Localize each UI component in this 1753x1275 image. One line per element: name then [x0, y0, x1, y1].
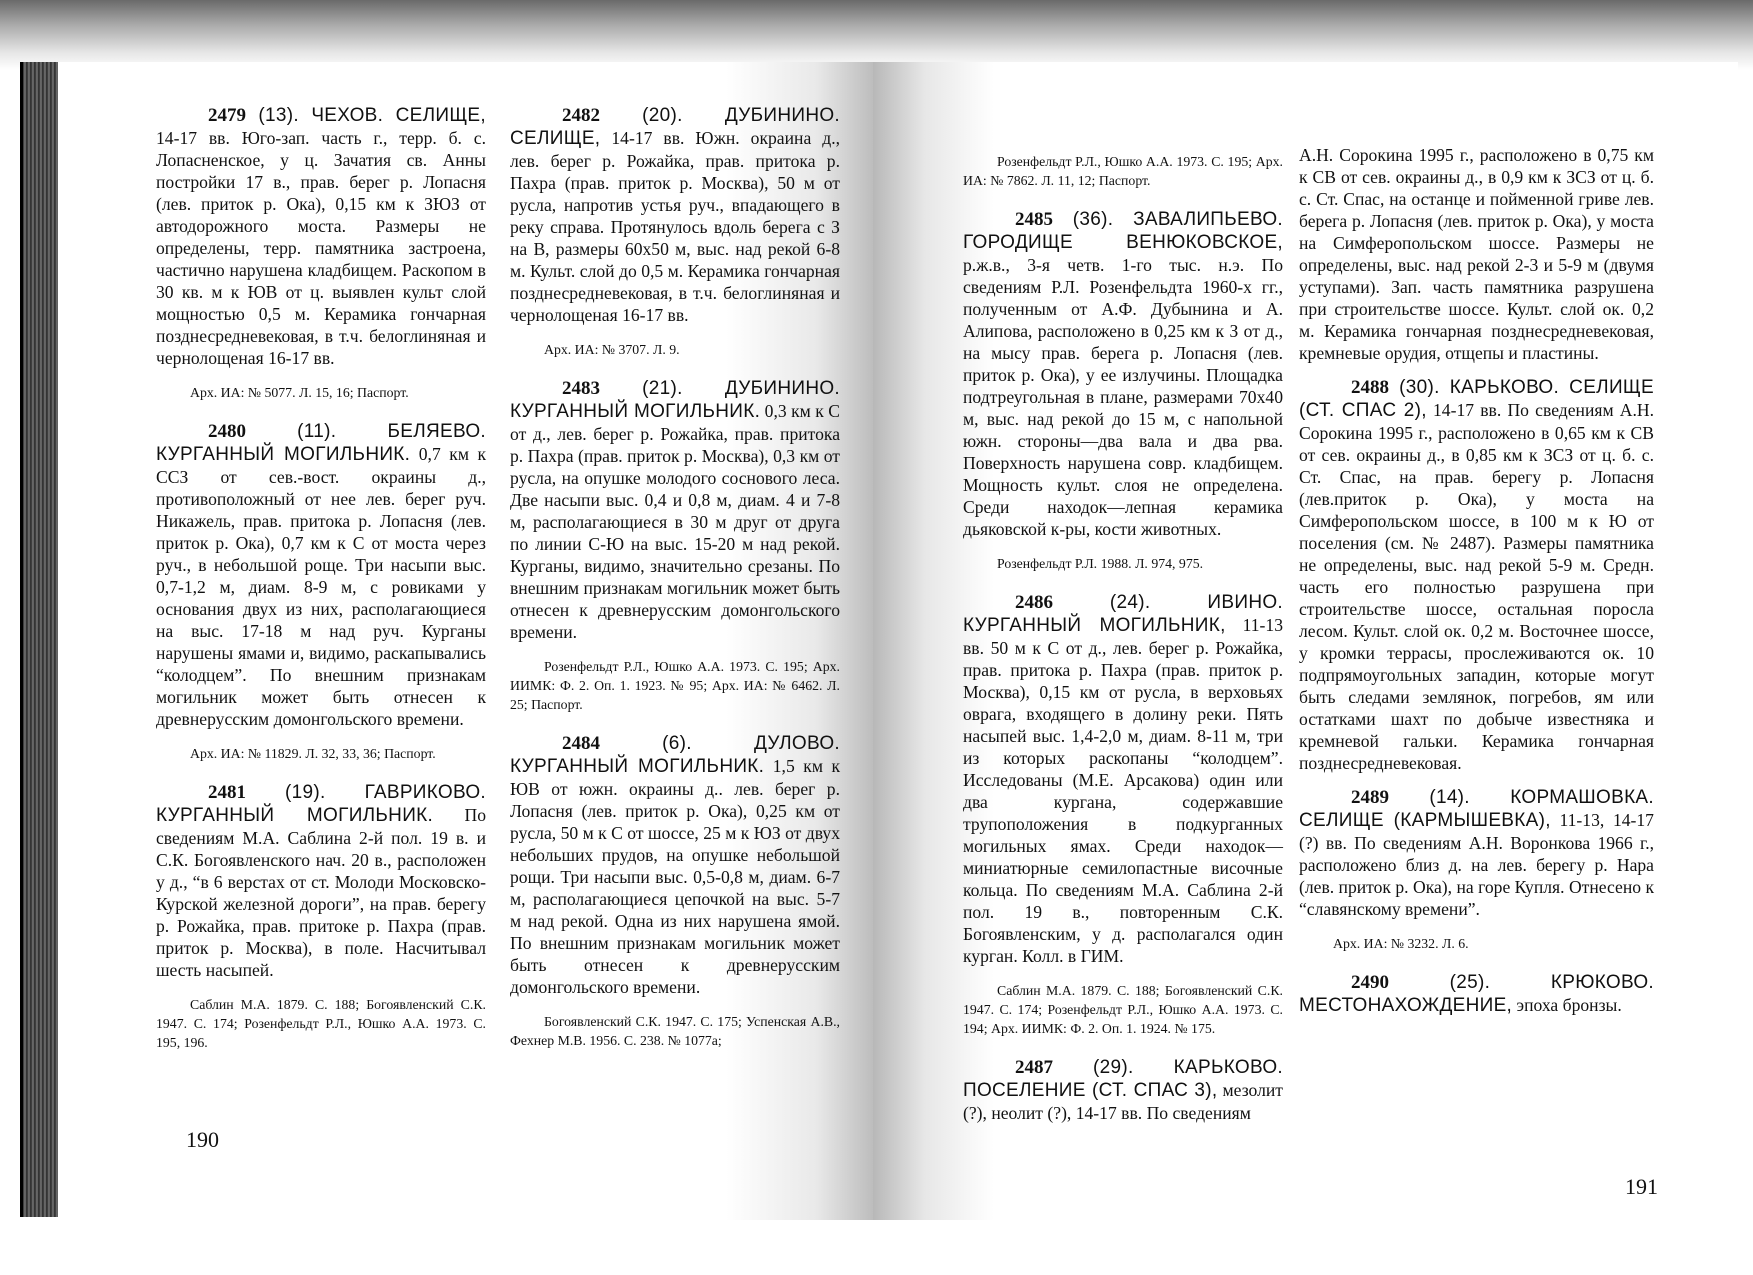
left-page — [58, 62, 873, 1220]
bibliography-reference: Розенфельдт Р.Л., Юшко А.А. 1973. С. 195; Арх. ИИМК: Ф. 2. Оп. 1. 1923. № 95; Арх. ИА: № 6462. Л. 25; Паспорт. — [510, 659, 840, 712]
bibliography-reference: Розенфельдт Р.Л., Юшко А.А. 1973. С. 195; Арх. ИА: № 7862. Л. 11, 12; Паспорт. — [963, 154, 1283, 188]
left-page-column-1 — [156, 104, 486, 1070]
entry-body: 11-13 вв. 50 м к С от д., лев. берег р. Рожайка, прав. притока р. Пахра (прав. приток р. Москва), 0,15 км от русла, в верховьях оврага, входящего в долину реки. Пять насыпей выс. 1,4-2,0 м, диам. 8-11 м, три из которых раскопаны “колодцем”. Исследованы (М.Е. Арсакова) один или два кургана, содержавшие трупоположения в подкурганных могильных ямах. Среди находок—миниатюрные семилопастные височные кольца. По сведениям М.А. Саблина 2-й пол. 19 в., повторенным С.К. Богоявленским, у д. располагался один курган. Колл. в ГИМ. — [963, 615, 1284, 966]
entry-heading: (36). ЗАВАЛИПЬЕВО. ГОРОДИЩЕ ВЕНЮКОВСКОЕ, — [963, 209, 1283, 253]
entry-body: 14-17 вв. Южн. окраина д., лев. берег р. Рожайка, прав. притока р. Пахра (прав. приток р. Москва), 50 м от русла, напротив устья руч., впадающего в реку справа. Протянулось вдоль берега с З на В, размеры 60х50 м, выс. над рекой 6-8 м. Культ. слой до 0,5 м. Керамика гончарная позднесредневековая, в т.ч. белоглиняная и чернолощеная 16-17 вв. — [510, 128, 840, 325]
catalog-entry — [510, 732, 840, 998]
catalog-entry — [156, 104, 486, 369]
bibliography-reference: Арх. ИА: № 11829. Л. 32, 33, 36; Паспорт. — [190, 746, 436, 761]
entry-number: 2484 — [562, 733, 600, 754]
entry-body: 0,3 км к С от д., лев. берег р. Рожайка, прав. притока р. Пахра (прав. приток р. Москва), 0,3 км от русла, на опушке молодого соснового леса. Две насыпи выс. 0,4 и 0,8 м, диам. 4 и 7-8 м, располагающиеся в 30 м друг от друга по линии С-Ю на выс. 15-20 м над рекой. Курганы, видимо, значительно срезаны. По внешним признакам могильник может быть отнесен к древнерусским домонгольского времени. — [510, 401, 840, 642]
catalog-entry — [963, 591, 1283, 967]
entry-body: эпоха бронзы. — [1512, 995, 1622, 1015]
right-page-column-1 — [963, 138, 1283, 1136]
entry-number: 2483 — [562, 378, 600, 399]
entry-number: 2490 — [1351, 972, 1389, 993]
entry-heading: (14). КОРМАШОВКА. СЕЛИЩЕ (КАРМЫШЕВКА), — [1299, 787, 1654, 831]
entry-body: По сведениям М.А. Саблина 2-й пол. 19 в. и С.К. Богоявленского нач. 20 в., расположен у д., “в 6 верстах от ст. Молоди Московско-Курской железной дороги”, на прав. берегу р. Рожайка, прав. притоке р. Пахра (прав. приток р. Москва), в поле. Насчитывал шесть насыпей. — [156, 805, 486, 980]
catalog-entry — [510, 377, 840, 643]
entry-number: 2480 — [208, 421, 246, 442]
right-page-column-2 — [1299, 144, 1654, 1029]
entry-body: р.ж.в., 3-я четв. 1-го тыс. н.э. По сведениям Р.Л. Розенфельдта 1960-х гг., полученным от А.Ф. Дубынина и А. Алипова, расположено в 0,25 км к З от д., на мысу прав. берега р. Лопасня (лев. приток р. Ока), у ее излучины. Площадка подтреугольная в плане, размерами 70х40 м, выс. над рекой до 15 м, с напольной южн. стороны—два вала и два рва. Поверхность нарушена совр. кладбищем. Мощность культ. слоя не определена. Среди находок—лепная керамика дьяковской к-ры, кости животных. — [963, 255, 1283, 539]
catalog-entry — [963, 208, 1283, 540]
entry-heading: (25). КРЮКОВО. МЕСТОНАХОЖДЕНИЕ, — [1299, 972, 1654, 1016]
bibliography-reference: Саблин М.А. 1879. С. 188; Богоявленский С.К. 1947. С. 174; Розенфельдт Р.Л., Юшко А.А. 1973. С. 195, 196. — [156, 997, 486, 1050]
entry-number: 2488 — [1351, 377, 1389, 398]
book-page-edges — [20, 62, 61, 1217]
entry-body: 14-17 вв. Юго-зап. часть г., терр. б. с. Лопасненское, у ц. Зачатия св. Анны постройки 17 в., прав. берег р. Лопасня (лев. приток р. Ока), 0,15 км к ЗЮЗ от автодорожного моста. Размеры не определены, терр. памятника застроена, частично нарушена кладбищем. Раскопом в 30 кв. м к ЮВ от ц. выявлен культ слой мощностью 0,5 м. Керамика гончарная позднесредневековая, в т.ч. белоглиняная и чернолощеная 16-17 вв. — [156, 128, 486, 368]
entry-number: 2481 — [208, 782, 246, 803]
catalog-entry — [963, 1056, 1283, 1124]
entry-number: 2487 — [1015, 1057, 1053, 1078]
bibliography-reference: Розенфельдт Р.Л. 1988. Л. 974, 975. — [997, 556, 1204, 571]
left-page-column-2 — [510, 104, 840, 1068]
entry-number: 2482 — [562, 105, 600, 126]
entry-heading: (20). ДУБИНИНО. СЕЛИЩЕ, — [510, 105, 840, 149]
entry-body: 0,7 км к ССЗ от сев.-вост. окраины д., противоположный от нее лев. берег руч. Никажель, прав. притока р. Лопасня (лев. приток р. Ока), 0,7 км к С от моста через руч., в небольшой роще. Три насыпи выс. 0,7-1,2 м, диам. 8-9 м, с ровиками у основания двух из них, располагающиеся на выс. 17-18 м над руч. Курганы нарушены ямами и, видимо, раскапывались “колодцем”. По внешним признакам могильник может быть отнесен к древнерусским домонгольского времени. — [156, 444, 487, 729]
catalog-entry — [1299, 786, 1654, 920]
entry-number: 2489 — [1351, 787, 1389, 808]
entry-continuation-text: А.Н. Сорокина 1995 г., расположено в 0,75 км к СВ от сев. окраины д., в 0,9 км к ЗСЗ от ц. б. с. Ст. Спас, на останце и пойменной гриве лев. берега р. Лопасня (лев. приток р. Ока), у моста на Симферопольском шоссе. Размеры не определены, выс. над рекой 2-3 и 5-9 м (двумя уступами). Зап. часть памятника разрушена при строительстве шоссе. Культ. слой ок. 0,2 м. Керамика гончарная позднесредневековая, кремневые орудия, отщепы и пластины. — [1299, 145, 1654, 363]
bibliography-reference: Арх. ИА: № 3232. Л. 6. — [1333, 936, 1469, 951]
entry-heading: (29). КАРЬКОВО. ПОСЕЛЕНИЕ (СТ. СПАС 3), — [963, 1057, 1283, 1101]
entry-heading: (24). ИВИНО. КУРГАННЫЙ МОГИЛЬНИК, — [963, 592, 1283, 636]
entry-heading: (19). ГАВРИКОВО. КУРГАННЫЙ МОГИЛЬНИК. — [156, 782, 486, 826]
scan-top-shadow — [0, 0, 1753, 70]
entry-number: 2486 — [1015, 592, 1053, 613]
entry-body: 11-13, 14-17 (?) вв. По сведениям А.Н. Воронкова 1966 г., расположено близ д. на лев. берегу р. Нара (лев. приток р. Ока), на горе Купля. Отнесено к “славянскому времени”. — [1299, 810, 1654, 919]
catalog-entry — [510, 104, 840, 326]
bibliography-reference: Богоявленский С.К. 1947. С. 175; Успенская А.В., Фехнер М.В. 1956. С. 238. № 1077а; — [510, 1014, 840, 1048]
bibliography-reference: Арх. ИА: № 3707. Л. 9. — [544, 342, 680, 357]
entry-number: 2485 — [1015, 209, 1053, 230]
entry-body: мезолит (?), неолит (?), 14-17 вв. По сведениям — [963, 1080, 1283, 1123]
entry-body: 1,5 км к ЮВ от южн. окраины д.. лев. берег р. Лопасня (лев. приток р. Ока), 0,25 км от русла, 50 м к С от шоссе, 25 м к ЮЗ от двух небольших прудов, на опушке небольшой рощи. Три насыпи выс. 0,5-0,8 м, диам. 6-7 м, располагающиеся цепочкой на выс. 5-7 м над рекой. Одна из них нарушена ямой. По внешним признакам могильник может быть отнесен к древнерусским домонгольского времени. — [510, 756, 841, 997]
catalog-entry — [1299, 971, 1654, 1017]
catalog-entry — [156, 781, 486, 981]
page-number-right: 191 — [1625, 1174, 1658, 1199]
bibliography-reference: Арх. ИА: № 5077. Л. 15, 16; Паспорт. — [190, 385, 409, 400]
entry-number: 2479 — [208, 105, 246, 126]
entry-heading: (13). ЧЕХОВ. СЕЛИЩЕ, — [246, 105, 486, 126]
catalog-entry — [156, 420, 486, 730]
right-page — [873, 62, 1738, 1220]
entry-heading: (6). ДУЛОВО. КУРГАННЫЙ МОГИЛЬНИК. — [510, 733, 840, 777]
entry-heading: (11). БЕЛЯЕВО. КУРГАННЫЙ МОГИЛЬНИК. — [156, 421, 486, 465]
entry-heading: (30). КАРЬКОВО. СЕЛИЩЕ (СТ. СПАС 2), — [1299, 377, 1654, 421]
entry-body: 14-17 вв. По сведениям А.Н. Сорокина 1995 г., расположено в 0,65 км к СВ от сев. окраины д., в 0,85 км к ЗСЗ от ц. б. с. Ст. Спас, на прав. берегу р. Лопасня (лев.приток р. Ока), у моста на Симферопольском шоссе, в 100 м к Ю от поселения (см. № 2487). Размеры памятника не определены, выс. над рекой 5-9 м. Средн. часть его полностью разрушена при строительстве шоссе, остальная поросла лесом. Культ. слой ок. 0,2 м. Восточнее шоссе, у кромки террасы, прослеживаются ок. 10 подпрямоугольных западин, которые могут быть следами землянок, погребов, ям или остатками шахт по добыче известняка и кремневой гальки. Керамика гончарная позднесредневековая. — [1299, 400, 1654, 773]
entry-heading: (21). ДУБИНИНО. КУРГАННЫЙ МОГИЛЬНИК. — [510, 378, 840, 422]
page-number-left: 190 — [186, 1127, 219, 1152]
bibliography-reference: Саблин М.А. 1879. С. 188; Богоявленский С.К. 1947. С. 174; Розенфельдт Р.Л., Юшко А.А. 1973. С. 194; Арх. ИИМК: Ф. 2. Оп. 1. 1924. № 175. — [963, 983, 1283, 1036]
catalog-entry — [1299, 376, 1654, 774]
